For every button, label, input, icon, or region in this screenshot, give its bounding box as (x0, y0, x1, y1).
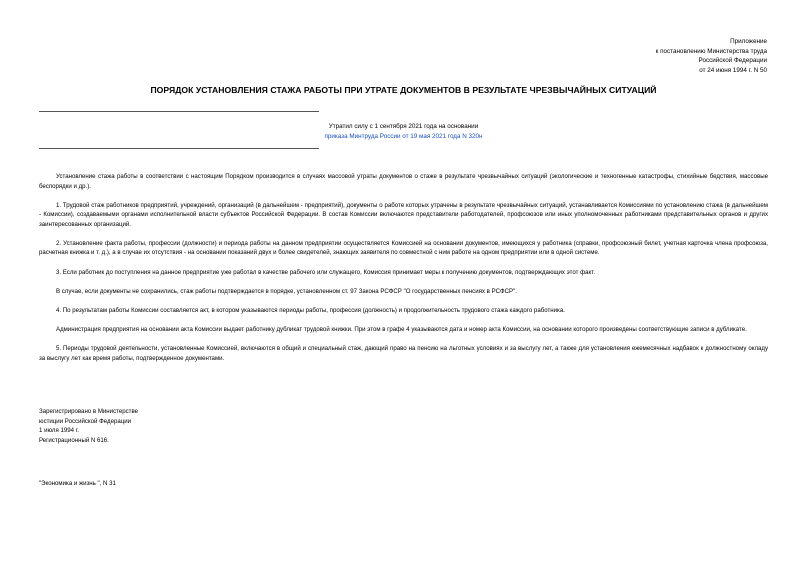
document-body (39, 172, 768, 363)
lost-force-text: Утратил силу с 1 сентября 2021 года на основании (328, 123, 479, 130)
appendix-block (467, 37, 767, 75)
paragraph-5: 5. Периоды трудовой деятельности, установленные Комиссией, включаются в общий и специальный стаж, дающий право на пенсию на льготных условиях и за выслугу лет, а также для установления ежемесячных надбавок к должностному окладу за выслугу лет как время работы, подтвержденное документами. (39, 345, 768, 362)
registration-line: юстиции Российской Федерации (39, 417, 132, 425)
bottom-divider (39, 148, 319, 149)
paragraph-3-note: В случае, если документы не сохранились, стаж работы подтверждается в порядке, установленном ст. 97 Закона РСФСР "О государственных пенсиях в РСФСР". (56, 287, 517, 295)
registration-block (39, 407, 138, 445)
appendix-line: Российской Федерации (698, 57, 767, 65)
lost-force-link[interactable]: приказа Минтруда России от 19 мая 2021 года N 320н (324, 132, 483, 140)
lost-force-notice (200, 122, 607, 142)
paragraph-4-note: Администрация предприятия на основании акта Комиссии выдает работнику дубликат трудовой книжки. При этом в графе 4 указываются дата и номер акта Комиссии, на основании которого произведены соответствующие записи в дубликате. (56, 326, 747, 334)
appendix-line: от 24 июня 1994 г. N 50 (699, 66, 767, 74)
appendix-line: Приложение (730, 38, 767, 45)
paragraph-intro: Установление стажа работы в соответствии с настоящим Порядком производится в случаях массовой утраты документов о стаже в результате чрезвычайных ситуаций (экологические и техногенные катастрофы, стихийные бедствия, массовые беспорядки и др.). (39, 173, 768, 190)
document-title: ПОРЯДОК УСТАНОВЛЕНИЯ СТАЖА РАБОТЫ ПРИ УТРАТЕ ДОКУМЕНТОВ В РЕЗУЛЬТАТЕ ЧРЕЗВЫЧАЙНЫХ СИТУАЦИЙ (150, 85, 657, 95)
registration-line: Регистрационный N 616. (39, 436, 109, 444)
registration-line: Зарегистрировано в Министерстве (39, 408, 139, 415)
publication-source: "Экономика и жизнь ", N 31 (39, 480, 116, 487)
paragraph-2: 2. Установление факта работы, профессии (должности) и периода работы на данном предприятии осуществляется Комиссией на основании документов, имеющихся у работника (справки, профсоюзный билет, учетная карточка члена профсоюза, расчетная книжка и т. д.), а в случае их отсутствия - на основании показаний двух и более свидетелей, знающих заявителя по совместной с ним работе на одном предприятии или в одной системе. (39, 239, 768, 257)
top-divider (39, 111, 319, 112)
paragraph-3: 3. Если работник до поступления на данное предприятие уже работал в качестве рабочего или служащего, Комиссия принимает меры к получению документов, подтверждающих этот факт. (56, 268, 596, 276)
registration-line: 1 июля 1994 г. (39, 427, 79, 435)
appendix-line: к постановлению Министерства труда (655, 47, 767, 55)
paragraph-1: 1. Трудовой стаж работников предприятий, учреждений, организаций (в дальнейшем - предприятий), документы о работе которых утрачены в результате чрезвычайных ситуаций, устанавливается Комиссиями по установлению стажа (в дальнейшем - Комиссии), создаваемыми органами исполнительной власти субъектов Российской Федерации. В состав Комиссии включаются представители работодателей, профсоюзов или иных уполномоченных работниками представительных органов и других заинтересованных организаций. (39, 201, 768, 228)
paragraph-4: 4. По результатам работы Комиссии составляется акт, в котором указываются периоды работы, профессия (должность) и продолжительность трудового стажа каждого работника. (56, 306, 565, 314)
